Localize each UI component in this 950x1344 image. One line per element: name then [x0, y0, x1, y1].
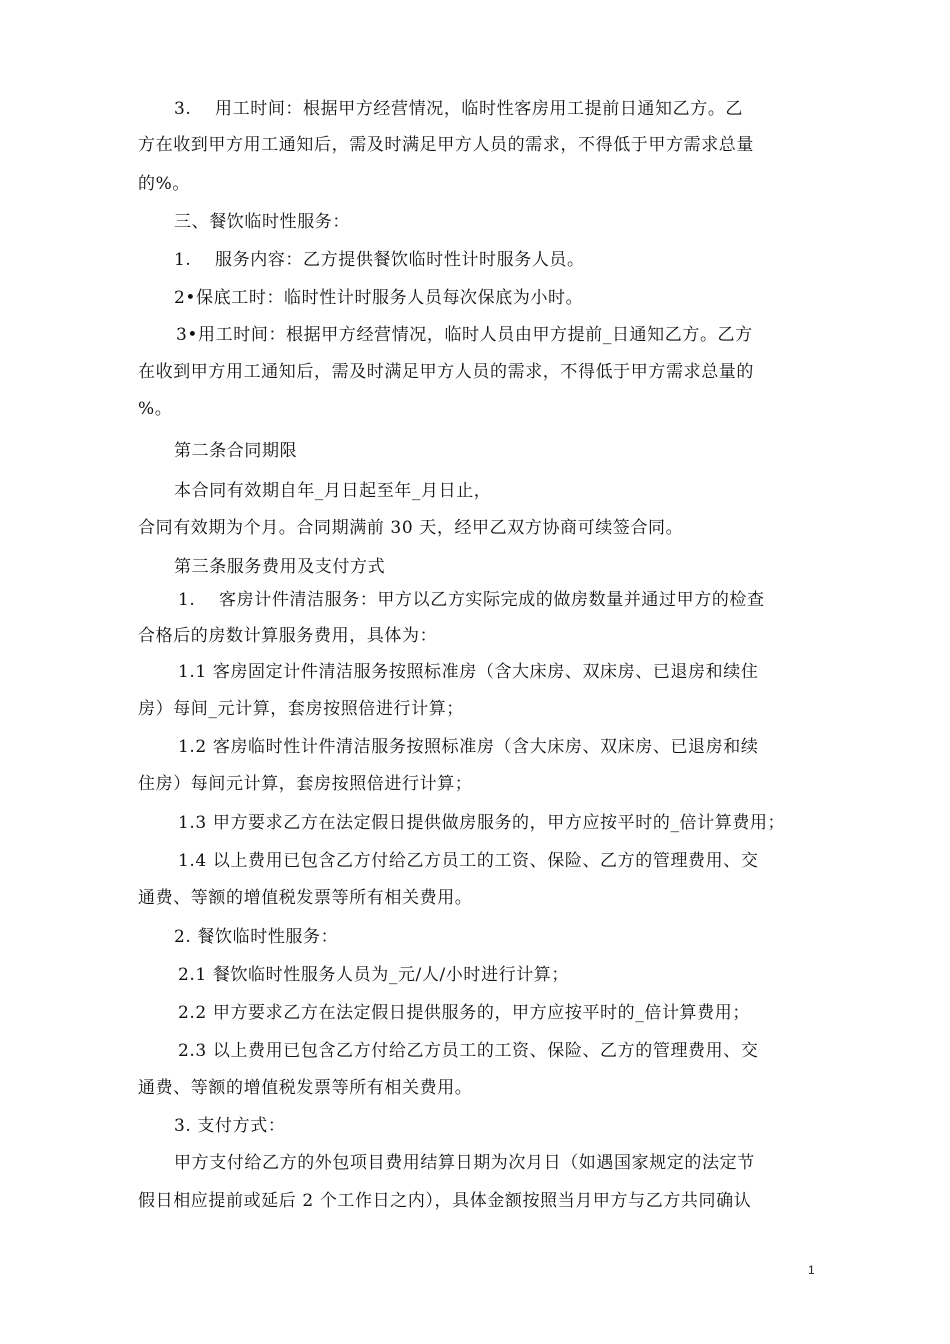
text-line: 1.3 甲方要求乙方在法定假日提供做房服务的，甲方应按平时的_倍计算费用； [178, 813, 786, 833]
section-heading: 三、餐饮临时性服务： [174, 212, 350, 232]
text-line: 3•用工时间：根据甲方经营情况，临时人员由甲方提前_日通知乙方。乙方 [176, 325, 753, 345]
text-line: 住房）每间元计算，套房按照倍进行计算； [138, 774, 473, 794]
text-line: 本合同有效期自年_月日起至年_月日止， [174, 481, 492, 501]
text-line: 甲方支付给乙方的外包项目费用结算日期为次月日（如遇国家规定的法定节 [174, 1153, 755, 1173]
text-line: 1.4 以上费用已包含乙方付给乙方员工的工资、保险、乙方的管理费用、交 [178, 851, 759, 871]
text-line: 2.2 甲方要求乙方在法定假日提供服务的，甲方应按平时的_倍计算费用； [178, 1003, 750, 1023]
text-line: 3. 支付方式： [174, 1116, 286, 1136]
text-line: 在收到甲方用工通知后，需及时满足甲方人员的需求，不得低于甲方需求总量的 [138, 362, 754, 382]
text-line: 2.1 餐饮临时性服务人员为_元/人/小时进行计算； [178, 965, 569, 985]
text-line: 合同有效期为个月。合同期满前 30 天，经甲乙双方协商可续签合同。 [138, 518, 684, 538]
text-line: 的%。 [138, 174, 190, 194]
text-line: 1. 服务内容：乙方提供餐饮临时性计时服务人员。 [174, 250, 585, 270]
text-line: 1.2 客房临时性计件清洁服务按照标准房（含大床房、双床房、已退房和续 [178, 737, 759, 757]
text-line: 合格后的房数计算服务费用，具体为： [138, 626, 438, 646]
text-line: 1. 客房计件清洁服务：甲方以乙方实际完成的做房数量并通过甲方的检查 [178, 590, 765, 610]
text-line: %。 [138, 399, 173, 419]
text-line: 房）每间_元计算，套房按照倍进行计算； [138, 699, 464, 719]
text-line: 2. 餐饮临时性服务： [174, 927, 339, 947]
article-heading: 第二条合同期限 [174, 441, 298, 461]
text-line: 3. 用工时间：根据甲方经营情况，临时性客房用工提前日通知乙方。乙 [174, 99, 744, 119]
text-line: 假日相应提前或延后 2 个工作日之内），具体金额按照当月甲方与乙方共同确认 [138, 1191, 752, 1211]
text-line: 通费、等额的增值税发票等所有相关费用。 [138, 1078, 473, 1098]
text-line: 1.1 客房固定计件清洁服务按照标准房（含大床房、双床房、已退房和续住 [178, 662, 759, 682]
article-heading: 第三条服务费用及支付方式 [174, 557, 386, 577]
text-line: 2.3 以上费用已包含乙方付给乙方员工的工资、保险、乙方的管理费用、交 [178, 1041, 759, 1061]
text-line: 通费、等额的增值税发票等所有相关费用。 [138, 888, 473, 908]
text-line: 2•保底工时：临时性计时服务人员每次保底为小时。 [174, 288, 584, 308]
text-line: 方在收到甲方用工通知后，需及时满足甲方人员的需求，不得低于甲方需求总量 [138, 135, 754, 155]
page-number: 1 [808, 1263, 816, 1277]
